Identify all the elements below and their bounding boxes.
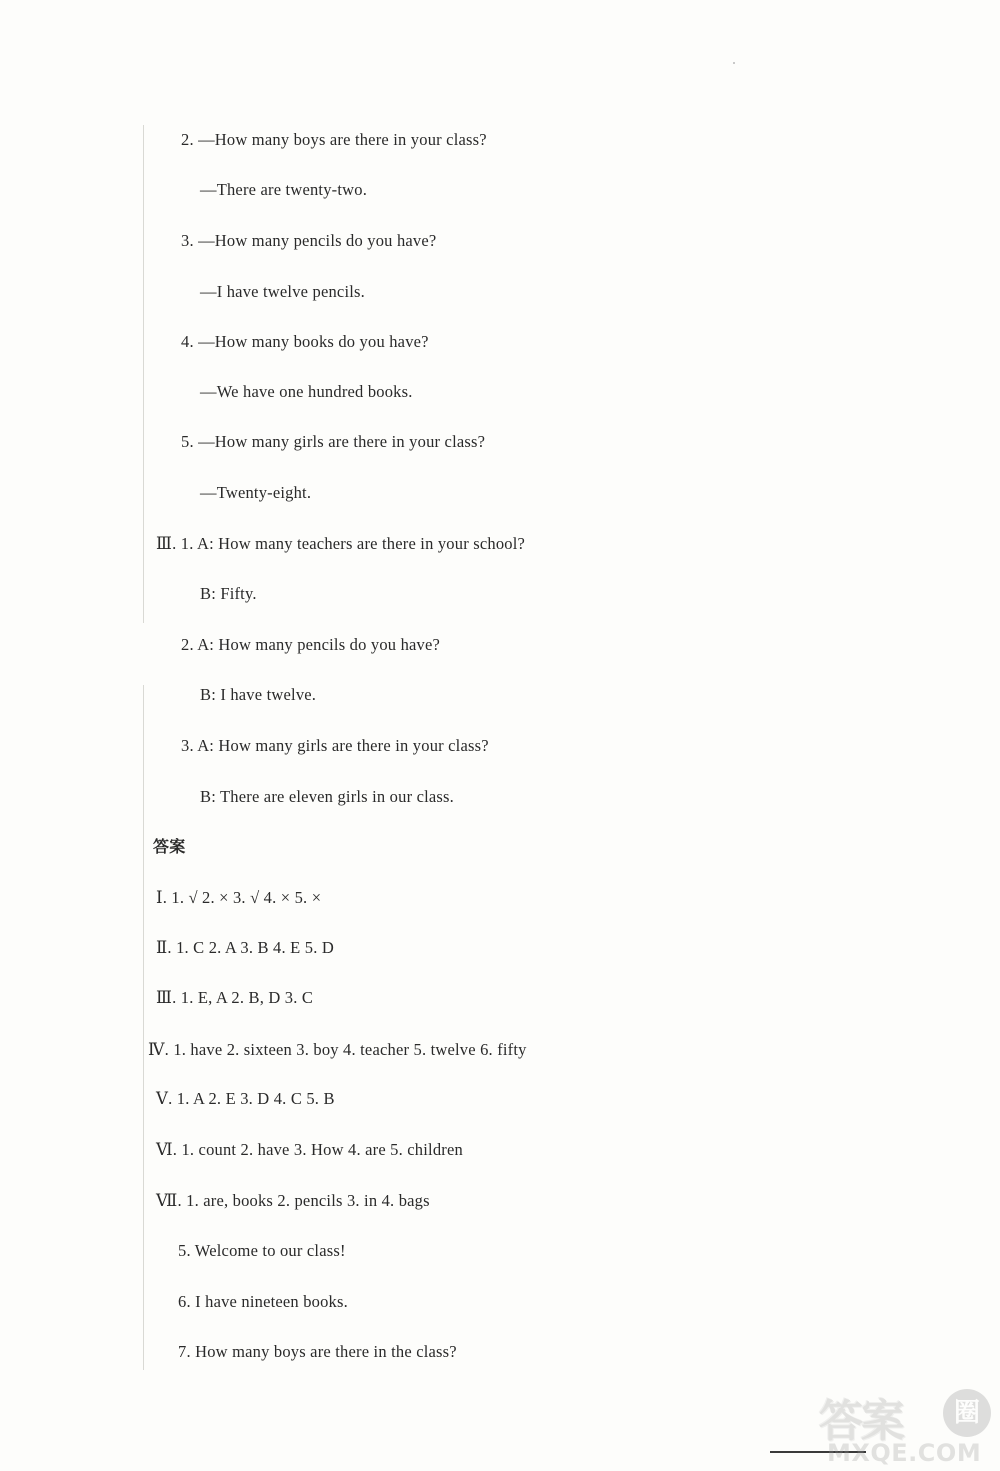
watermark-text-top: 答案 — [819, 1396, 903, 1447]
dialogue-5-answer: —Twenty-eight. — [200, 483, 312, 502]
answer-row-iv: Ⅳ. 1. have 2. sixteen 3. boy 4. teacher 5. twelve 6. fifty — [148, 1040, 527, 1059]
section3-dialogue-3-a: 3. A: How many girls are there in your class? — [181, 736, 489, 755]
answer-row-vii-7: 7. How many boys are there in the class? — [178, 1342, 457, 1361]
dialogue-4-question: 4. —How many books do you have? — [181, 332, 429, 351]
section3-dialogue-1-a: Ⅲ. 1. A: How many teachers are there in your school? — [156, 534, 526, 553]
section3-dialogue-3-b: B: There are eleven girls in our class. — [200, 787, 454, 806]
margin-rule — [143, 125, 144, 1370]
answer-row-i: Ⅰ. 1. √ 2. × 3. √ 4. × 5. × — [156, 888, 322, 907]
answer-row-vii-5: 5. Welcome to our class! — [178, 1241, 346, 1260]
dialogue-2-answer: —There are twenty-two. — [200, 180, 368, 199]
answer-row-vi: Ⅵ. 1. count 2. have 3. How 4. are 5. children — [156, 1140, 463, 1159]
scan-speck — [733, 62, 735, 64]
dialogue-3-question: 3. —How many pencils do you have? — [181, 231, 437, 250]
answer-row-vii-6: 6. I have nineteen books. — [178, 1292, 348, 1311]
watermark-badge: 圈 — [943, 1389, 991, 1437]
dialogue-2-question: 2. —How many boys are there in your class? — [181, 130, 487, 149]
dialogue-5-question: 5. —How many girls are there in your class? — [181, 432, 486, 451]
answer-row-v: Ⅴ. 1. A 2. E 3. D 4. C 5. B — [156, 1089, 335, 1108]
answer-row-ii: Ⅱ. 1. C 2. A 3. B 4. E 5. D — [156, 938, 334, 957]
section3-dialogue-2-b: B: I have twelve. — [200, 685, 317, 704]
answer-row-iii: Ⅲ. 1. E, A 2. B, D 3. C — [156, 988, 314, 1007]
watermark-logo — [815, 1385, 1000, 1471]
section3-dialogue-2-a: 2. A: How many pencils do you have? — [181, 635, 441, 654]
dialogue-4-answer: —We have one hundred books. — [200, 382, 413, 401]
answer-row-vii: Ⅶ. 1. are, books 2. pencils 3. in 4. bags — [156, 1191, 430, 1210]
section3-dialogue-1-b: B: Fifty. — [200, 584, 257, 603]
answers-heading: 答案 — [153, 837, 186, 856]
watermark-text-bottom: MXQE.COM — [827, 1439, 982, 1467]
dialogue-3-answer: —I have twelve pencils. — [200, 282, 365, 301]
